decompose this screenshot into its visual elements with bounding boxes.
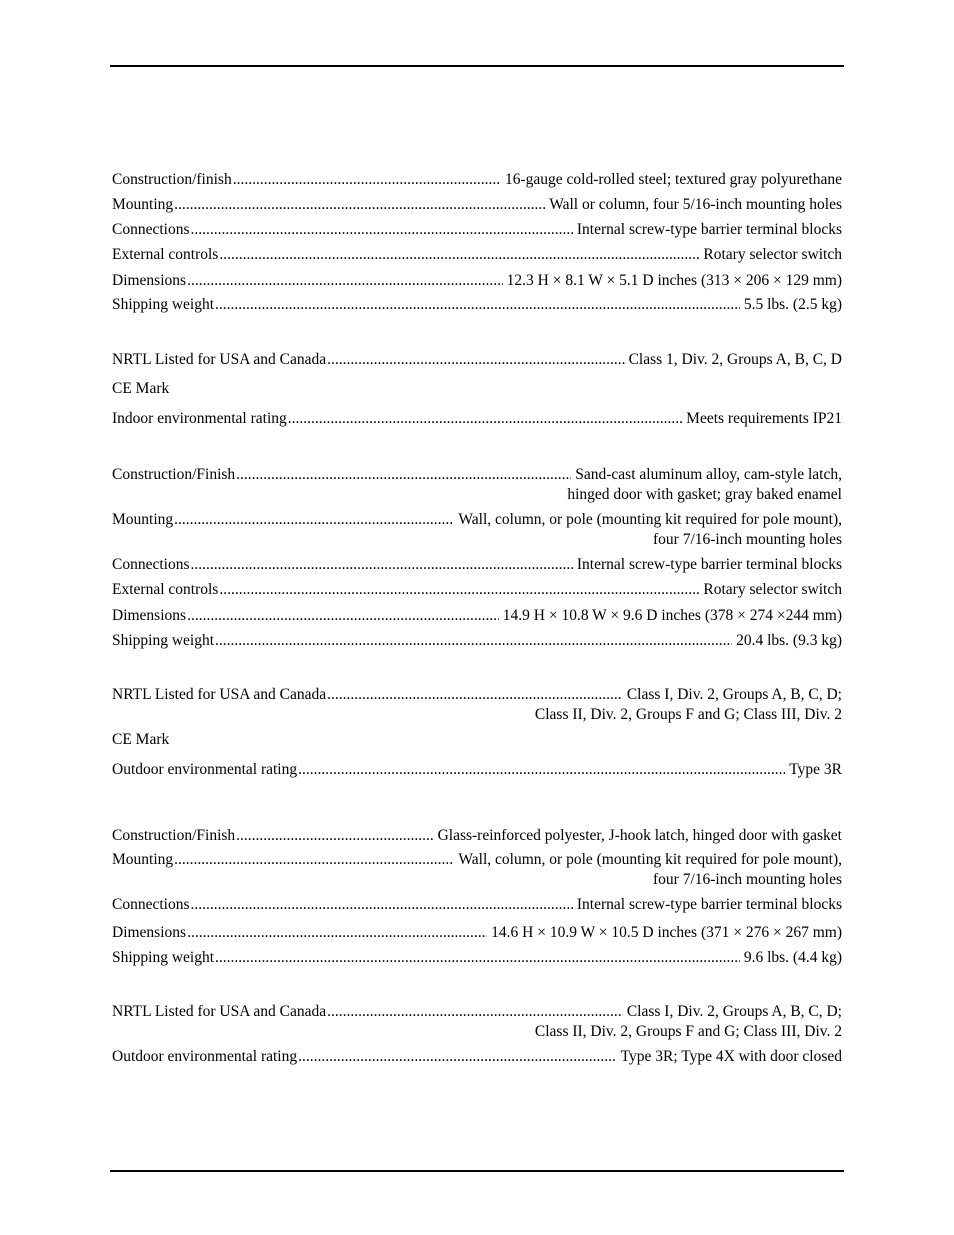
ce-mark-text: CE Mark [112, 380, 170, 397]
spec-label: External controls [112, 581, 219, 598]
spec-label: NRTL Listed for USA and Canada [112, 1003, 327, 1020]
spec-value: 14.6 H × 10.9 W × 10.5 D inches (371 × 276 × 267 mm) [491, 924, 842, 941]
footer-rule [110, 1170, 844, 1172]
spec-label: NRTL Listed for USA and Canada [112, 351, 327, 368]
spec-value: 16-gauge cold-rolled steel; textured gray polyurethane [505, 171, 842, 188]
spec-label: Outdoor environmental rating [112, 1048, 298, 1065]
spec-label: Connections [112, 896, 190, 913]
spec-value: Wall, column, or pole (mounting kit required for pole mount), [458, 511, 842, 528]
spec-row [112, 760, 842, 780]
spec-value: Class I, Div. 2, Groups A, B, C, D; [626, 686, 842, 703]
spec-value: Rotary selector switch [703, 581, 842, 598]
spec-value: Type 3R [789, 761, 842, 778]
spec-label: External controls [112, 246, 219, 263]
spec-row [112, 295, 842, 315]
spec-label: Construction/Finish [112, 466, 236, 483]
spec-label: Shipping weight [112, 949, 215, 966]
spec-value-continued: hinged door with gasket; gray baked enamel [567, 486, 842, 503]
spec-label: Connections [112, 221, 190, 238]
spec-label: Construction/finish [112, 171, 232, 188]
spec-row [112, 350, 842, 370]
spec-value: Internal screw-type barrier terminal blocks [576, 221, 842, 238]
spec-row [112, 850, 842, 890]
spec-row [112, 606, 842, 626]
spec-value: Internal screw-type barrier terminal blocks [576, 556, 842, 573]
spec-label: Outdoor environmental rating [112, 761, 298, 778]
spec-value: Type 3R; Type 4X with door closed [620, 1048, 842, 1065]
spec-value: 9.6 lbs. (4.4 kg) [743, 949, 842, 966]
spec-value: Class I, Div. 2, Groups A, B, C, D; [626, 1003, 842, 1020]
spec-row [112, 1047, 842, 1067]
spec-row [112, 948, 842, 968]
spec-row [112, 580, 842, 600]
spec-row [112, 631, 842, 651]
spec-label: Shipping weight [112, 296, 215, 313]
spec-row [112, 510, 842, 550]
spec-label: Shipping weight [112, 632, 215, 649]
spec-label: Dimensions [112, 607, 187, 624]
spec-row [112, 895, 842, 915]
spec-label: Dimensions [112, 272, 187, 289]
spec-row [112, 271, 842, 291]
spec-label: Indoor environmental rating [112, 410, 287, 427]
header-rule [110, 65, 844, 67]
spec-value-continued: Class II, Div. 2, Groups F and G; Class III, Div. 2 [534, 706, 842, 723]
spec-value-continued: four 7/16-inch mounting holes [653, 871, 842, 888]
spec-value: Class 1, Div. 2, Groups A, B, C, D [628, 351, 842, 368]
spec-label: Mounting [112, 851, 174, 868]
spec-value: Sand-cast aluminum alloy, cam-style latch, [575, 466, 842, 483]
spec-row [112, 923, 842, 943]
spec-value: Meets requirements IP21 [686, 410, 842, 427]
spec-row [112, 685, 842, 725]
spec-value: Rotary selector switch [703, 246, 842, 263]
spec-value: Wall, column, or pole (mounting kit required for pole mount), [458, 851, 842, 868]
spec-value: 12.3 H × 8.1 W × 5.1 D inches (313 × 206 × 129 mm) [506, 272, 842, 289]
spec-label: Mounting [112, 196, 174, 213]
spec-value: Glass-reinforced polyester, J-hook latch, hinged door with gasket [437, 827, 842, 844]
spec-row [112, 409, 842, 429]
spec-row [112, 220, 842, 240]
spec-row [112, 1002, 842, 1042]
spec-label: Dimensions [112, 924, 187, 941]
spec-row [112, 555, 842, 575]
spec-value: 20.4 lbs. (9.3 kg) [736, 632, 842, 649]
spec-row [112, 195, 842, 215]
ce-mark-text: CE Mark [112, 731, 170, 748]
spec-value: 5.5 lbs. (2.5 kg) [743, 296, 842, 313]
spec-row [112, 465, 842, 505]
spec-label: Connections [112, 556, 190, 573]
spec-label: Mounting [112, 511, 174, 528]
spec-value: 14.9 H × 10.8 W × 9.6 D inches (378 × 274 ×244 mm) [502, 607, 842, 624]
spec-value: Internal screw-type barrier terminal blocks [576, 896, 842, 913]
spec-label: NRTL Listed for USA and Canada [112, 686, 327, 703]
spec-label: Construction/Finish [112, 827, 236, 844]
spec-value-continued: four 7/16-inch mounting holes [653, 531, 842, 548]
spec-row [112, 170, 842, 190]
spec-row [112, 826, 842, 846]
spec-row [112, 245, 842, 265]
spec-value-continued: Class II, Div. 2, Groups F and G; Class III, Div. 2 [534, 1023, 842, 1040]
spec-value: Wall or column, four 5/16-inch mounting holes [549, 196, 842, 213]
